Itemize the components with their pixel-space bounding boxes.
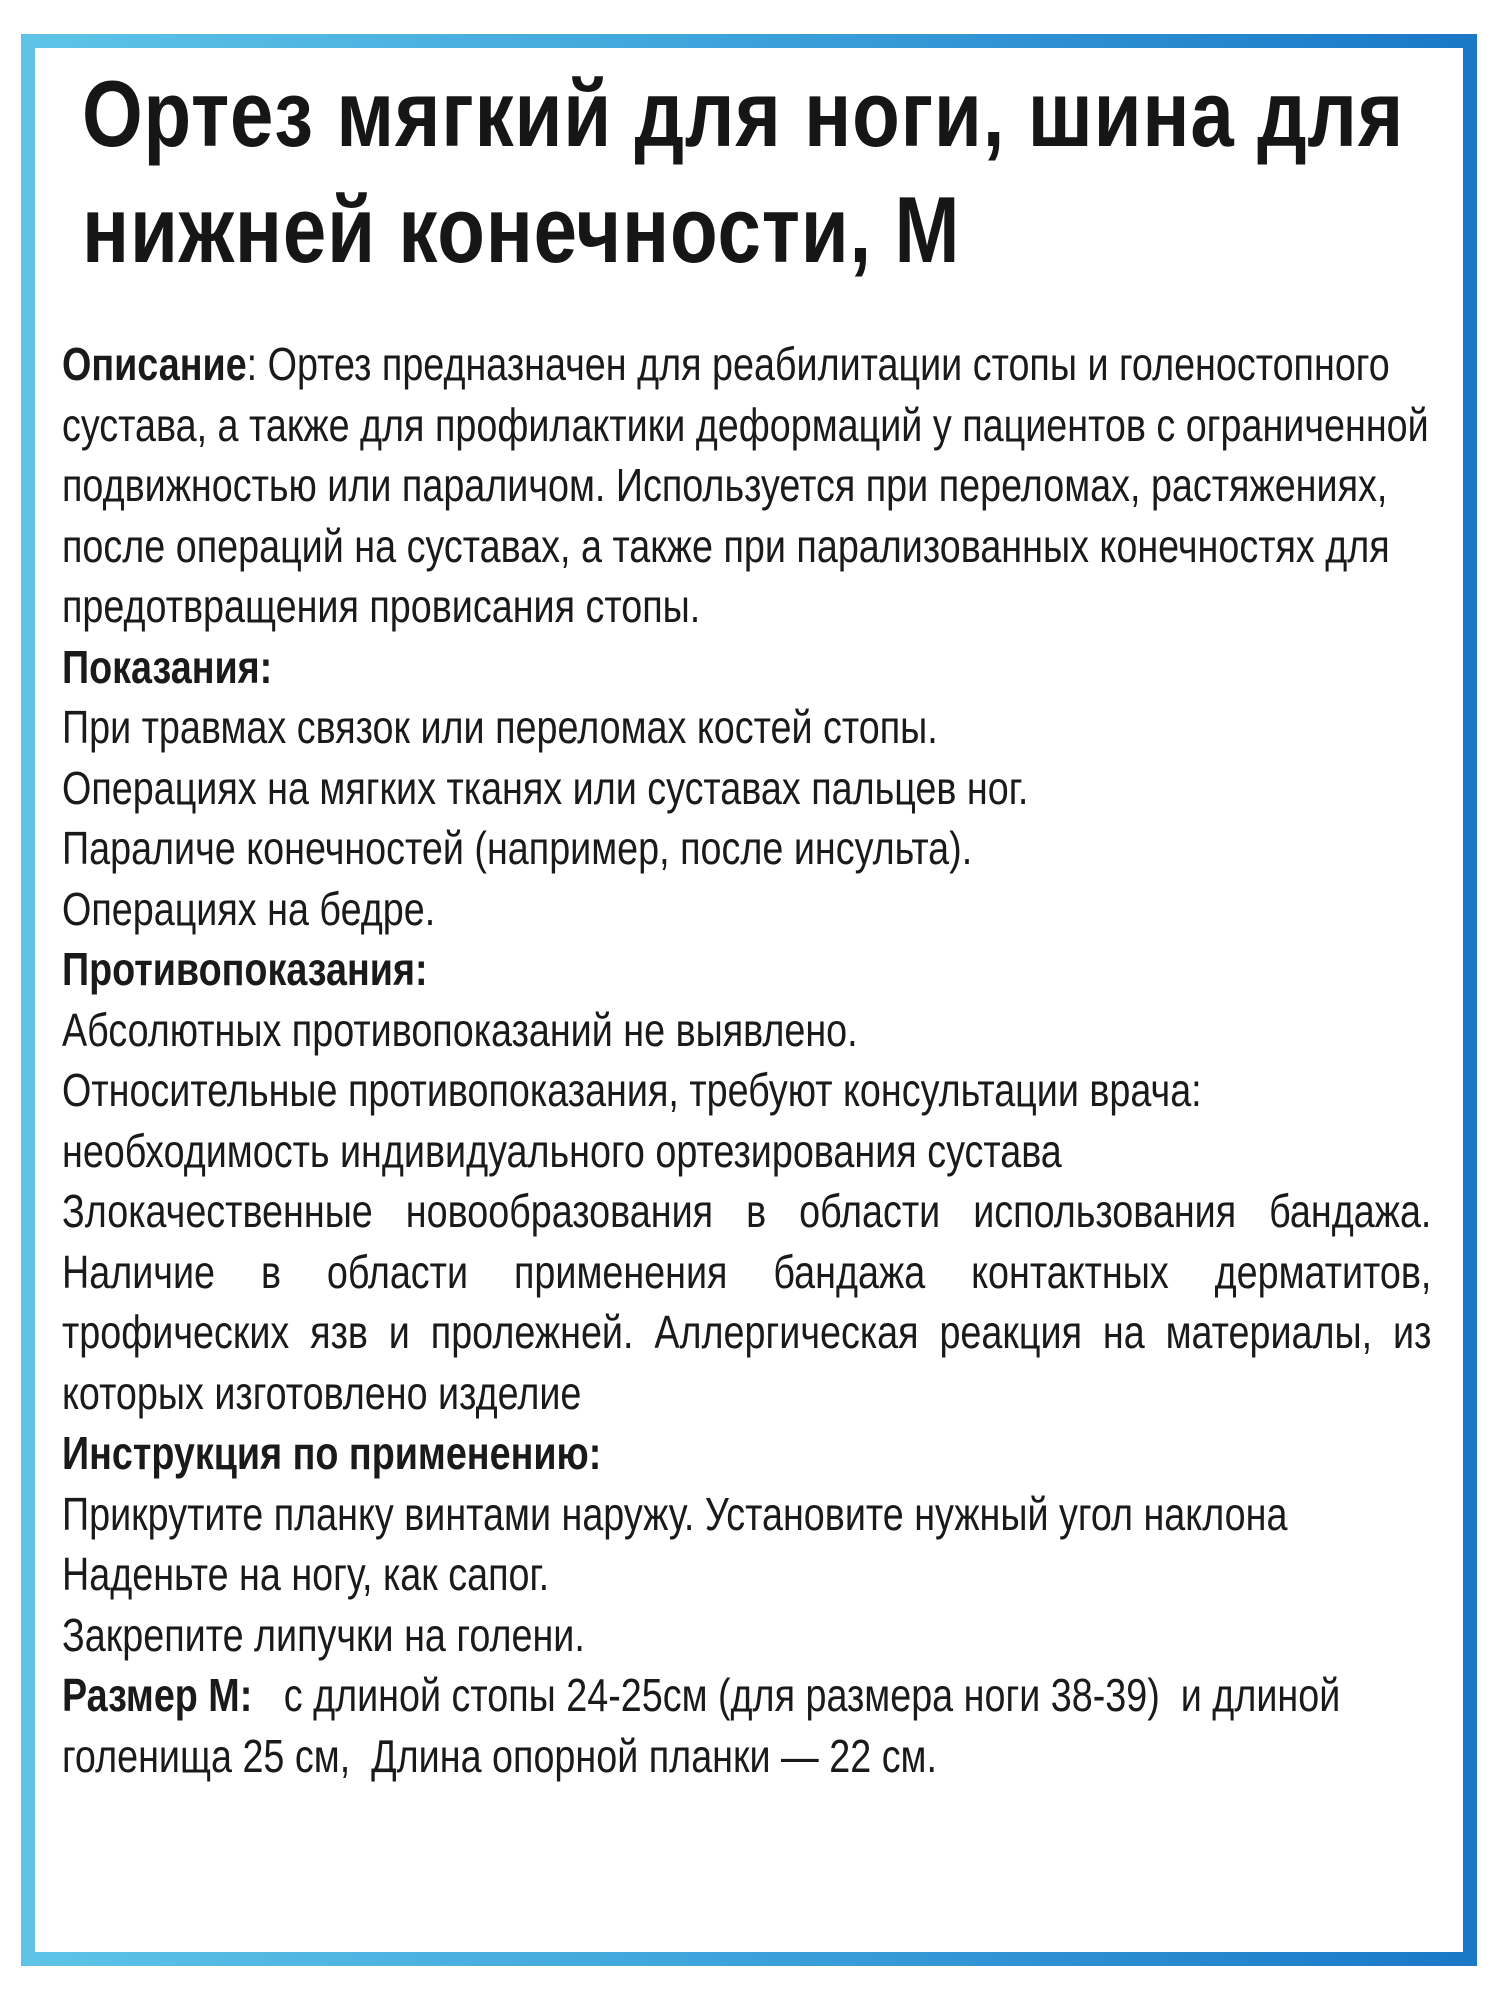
instructions-heading: Инструкция по применению: [62,1427,602,1479]
indication-item: Параличе конечностей (например, после инсульта). [62,822,973,874]
description-separator: : [246,338,258,390]
description-label: Описание [62,338,247,390]
size-text: с длиной стопы 24-25см (для размера ноги 38-39) и длиной голенища 25 см, Длина опорной планки — 22 см. [62,1669,1351,1782]
product-title: Ортез мягкий для ноги, шина для нижней конечности, М [82,61,1405,282]
indications-heading: Показания: [62,640,273,693]
product-info [62,334,1431,1786]
indication-item: Операциях на мягких тканях или суставах пальцев ног. [62,761,1029,814]
indication-item: Операциях на бедре. [62,882,436,935]
instruction-item: Наденьте на ногу, как сапог. [62,1548,550,1600]
size-paragraph [62,1665,1431,1786]
contraindication-item: Злокачественные новообразования в области использования бандажа. Наличие в области применения бандажа контактных дерматитов, трофических язв и пролежней. Аллергическая реакция на материалы, из которых изготовлено изделие [62,1185,1432,1419]
description-paragraph [62,334,1431,637]
indication-item: При травмах связок или переломах костей стопы. [62,701,938,753]
size-label: Размер М: [62,1669,253,1721]
contraindications-heading: Противопоказания: [62,943,428,995]
contraindication-item: Относительные противопоказания, требуют консультации врача: необходимость индивидуального ортезирования сустава [62,1064,1202,1177]
description-text: Ортез предназначен для реабилитации стопы и голеностопного сустава, а также для профилактики деформаций у пациентов с ограниченной подвижностью или параличом. Используется при переломах, растяжениях, после операций на суставах, а также при парализованных конечностях для предотвращения провисания стопы. [62,338,1429,632]
instruction-item: Прикрутите планку винтами наружу. Установите нужный угол наклона [62,1487,1288,1540]
instruction-item: Закрепите липучки на голени. [62,1608,585,1661]
contraindication-item: Абсолютных противопоказаний не выявлено. [62,1003,858,1056]
